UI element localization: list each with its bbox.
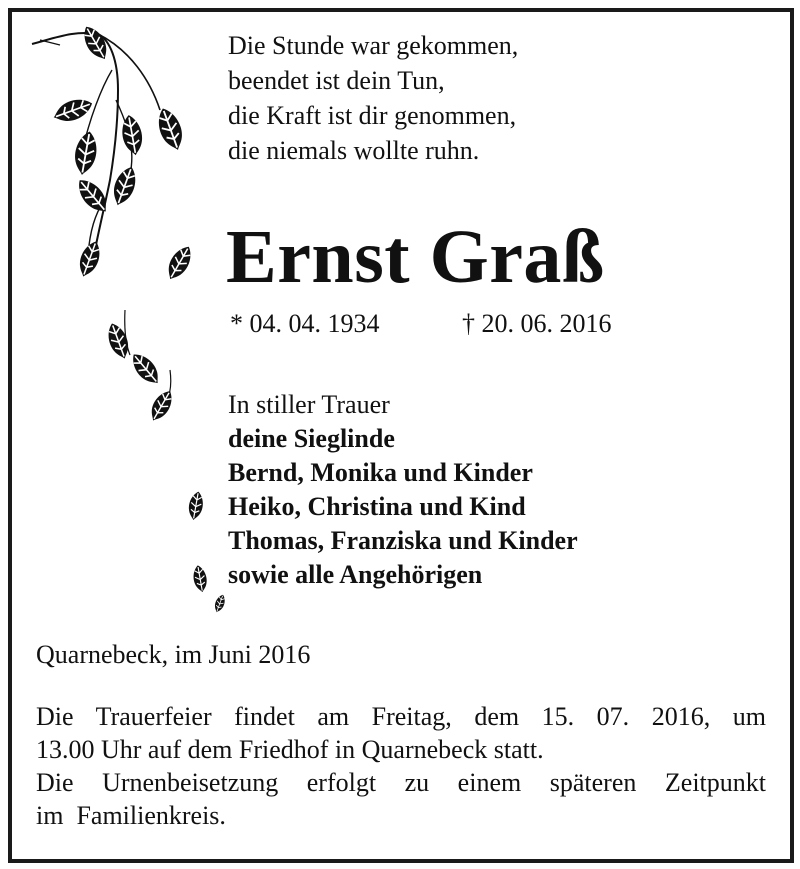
birth-date: * 04. 04. 1934 xyxy=(230,309,380,338)
mourner-name: Bernd, Monika und Kinder xyxy=(228,458,533,487)
poem xyxy=(228,28,518,168)
poem-line: beendet ist dein Tun, xyxy=(228,66,445,95)
mourner-name: Heiko, Christina und Kind xyxy=(228,492,526,521)
mourner-name: deine Sieglinde xyxy=(228,424,395,453)
deceased-name: Ernst Graß xyxy=(226,215,605,299)
info-line: 13.00 Uhr auf dem Friedhof in Quarnebeck statt. xyxy=(36,735,544,764)
place-date: Quarnebeck, im Juni 2016 xyxy=(36,640,311,669)
death-date: † 20. 06. 2016 xyxy=(462,309,612,338)
info-line: im Familienkreis. xyxy=(36,801,226,830)
info-line: Die Urnenbeisetzung erfolgt zu einem späteren Zeitpunkt xyxy=(36,768,766,797)
funeral-info xyxy=(36,700,766,832)
birch-leaves-branch-icon xyxy=(0,0,260,640)
poem-line: Die Stunde war gekommen, xyxy=(228,31,519,60)
info-line: Die Trauerfeier findet am Freitag, dem 15. 07. 2016, um xyxy=(36,702,766,731)
mourners-intro: In stiller Trauer xyxy=(228,390,390,419)
poem-line: die niemals wollte ruhn. xyxy=(228,136,480,165)
mourners-list xyxy=(228,388,578,592)
poem-line: die Kraft ist dir genommen, xyxy=(228,101,517,130)
mourner-name: Thomas, Franziska und Kinder xyxy=(228,526,578,555)
mourner-name: sowie alle Angehörigen xyxy=(228,560,483,589)
